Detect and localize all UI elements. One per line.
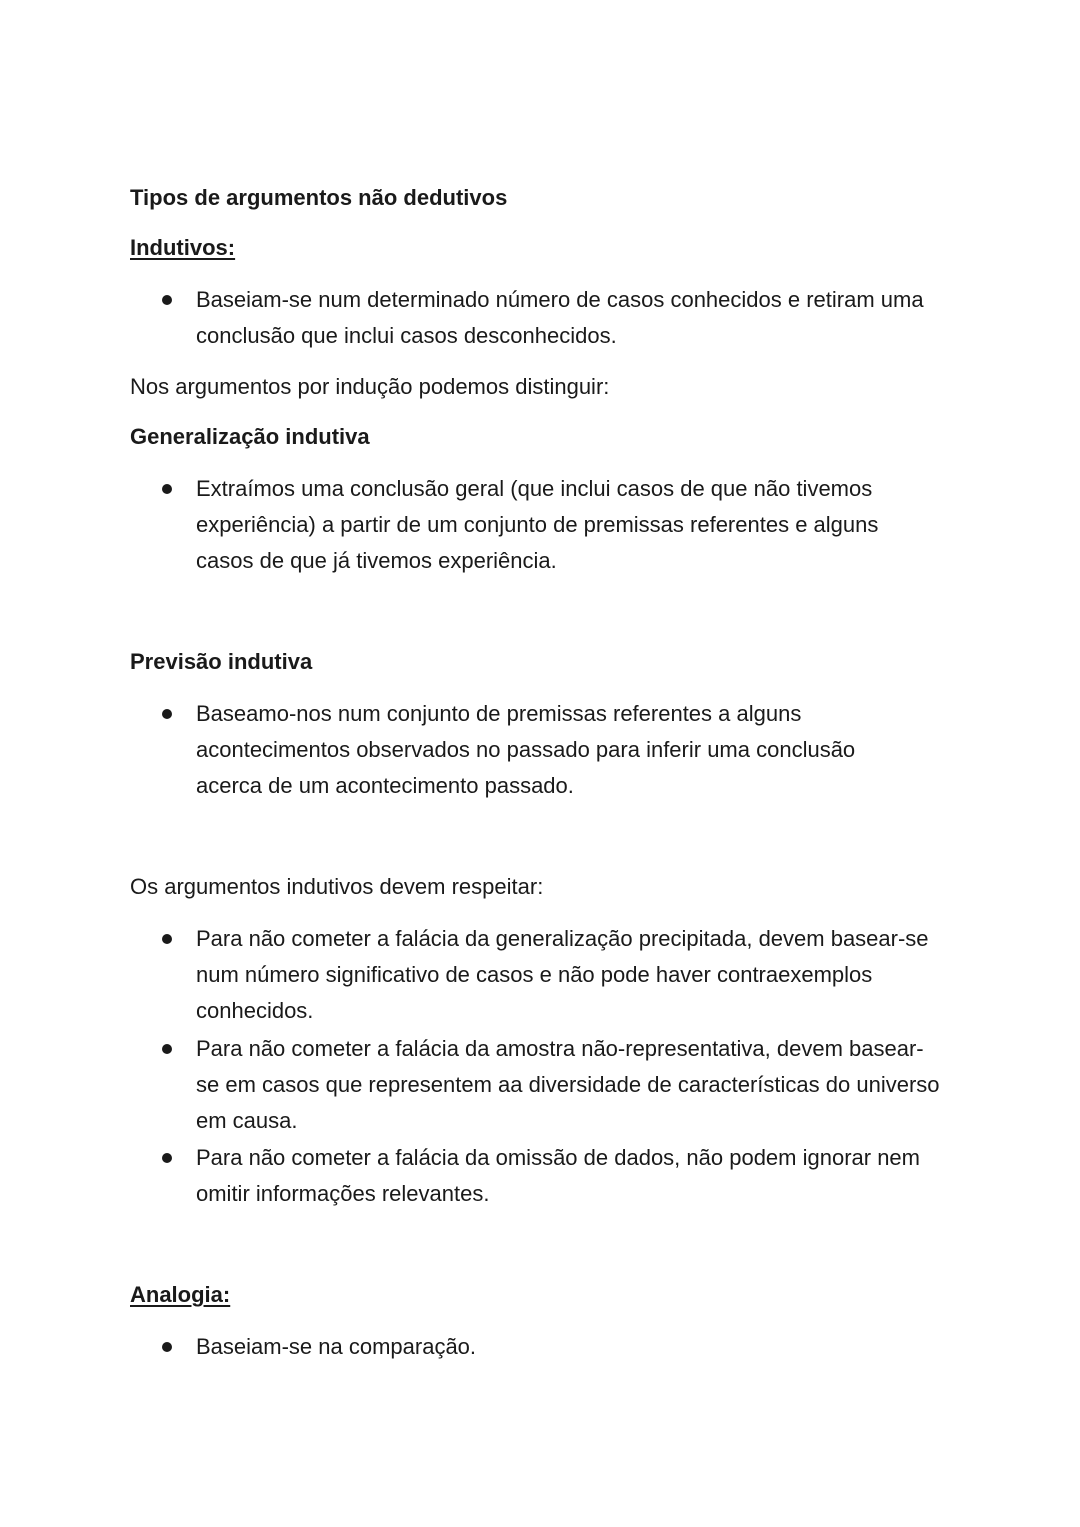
paragraph-intro-regras: Os argumentos indutivos devem respeitar: bbox=[130, 874, 544, 899]
bullet-icon bbox=[162, 934, 172, 944]
list-item-text: Para não cometer a falácia da amostra não-representativa, devem basear-se em casos que representem aa diversidade de características do universo em causa. bbox=[196, 1036, 940, 1133]
list-item-text: Extraímos uma conclusão geral (que inclui casos de que não tivemos experiência) a partir de um conjunto de premissas referentes e alguns casos de que já tivemos experiência. bbox=[196, 476, 879, 573]
paragraph-intro-inducao: Nos argumentos por indução podemos distinguir: bbox=[130, 374, 610, 399]
list-item-text: Baseiam-se num determinado número de casos conhecidos e retiram uma conclusão que inclui casos desconhecidos. bbox=[196, 287, 924, 348]
bullet-icon bbox=[162, 295, 172, 305]
bullet-icon bbox=[162, 1153, 172, 1163]
list-item-text: Para não cometer a falácia da omissão de dados, não podem ignorar nem omitir informações relevantes. bbox=[196, 1145, 920, 1206]
bullet-icon bbox=[162, 1044, 172, 1054]
section-heading-generalizacao: Generalização indutiva bbox=[130, 424, 370, 449]
section-heading-indutivos: Indutivos: bbox=[130, 235, 236, 260]
list-item-text: Para não cometer a falácia da generalização precipitada, devem basear-se num número significativo de casos e não pode haver contraexemplos conhecidos. bbox=[196, 926, 929, 1023]
section-heading-previsao: Previsão indutiva bbox=[130, 649, 313, 674]
section-heading-analogia: Analogia: bbox=[130, 1282, 231, 1307]
list-item-text: Baseamo-nos num conjunto de premissas referentes a alguns acontecimentos observados no passado para inferir uma conclusão acerca de um acontecimento passado. bbox=[196, 701, 856, 798]
bullet-icon bbox=[162, 484, 172, 494]
bullet-icon bbox=[162, 1342, 172, 1352]
list-item-text: Baseiam-se na comparação. bbox=[196, 1334, 477, 1359]
document-title: Tipos de argumentos não dedutivos bbox=[130, 185, 508, 210]
bullet-icon bbox=[162, 709, 172, 719]
